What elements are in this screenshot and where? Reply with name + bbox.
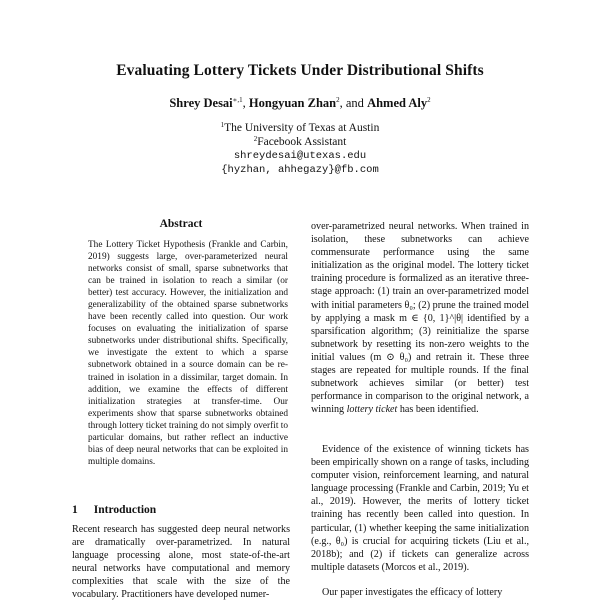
author-email: {hyzhan, ahhegazy}@fb.com [221,164,379,176]
author-name: Shrey Desai [169,96,233,110]
affiliation-mark: 2 [253,135,258,143]
emphasis-text: lottery ticket [346,404,398,416]
author-affiliation-mark: 2 [427,96,431,104]
author-separator: , [242,96,249,110]
intro-paragraph: Recent research has suggested deep neural networks are dramatically over-parametrized. In natural language processing alone, most state-of-the-art neural networks have computational and memory complexities that scale with the size of the vocabulary. Practitioners have developed numer- [72,524,290,601]
abstract-body: The Lottery Ticket Hypothesis (Frankle and Carbin, 2019) suggests large, over-parameterized neural networks consist of small, sparse subnetworks that can be trained in isolation to reach a similar (or better) test accuracy. However, the initialization and generalizability of the obtained sparse subnetworks have been recently called into question. Our work focuses on evaluating the initialization of sparse subnetworks under distributional shifts. Specifically, we investigate the extent to which a sparse subnetwork obtained in a source domain can be re-trained in isolation in a dissimilar, target domain. In addition, we examine the effects of different initialization strategies at transfer-time. Our experiments show that sparse subnetworks obtained through lottery ticket training do not simply overfit to particular domains, but rather reflect an inductive bias of deep neural networks that can be exploited in multiple domains. [88,240,288,467]
body-paragraph [311,220,529,416]
affiliation-mark: 1 [220,121,225,129]
affiliation-text: Facebook Assistant [257,136,347,148]
affiliation [0,135,600,148]
section-heading [72,504,172,516]
author-name: Hongyuan Zhan [248,96,337,110]
author-line [0,96,600,111]
body-paragraph: Our paper investigates the efficacy of lottery [322,587,503,598]
affiliation [0,121,600,134]
body-paragraph: Evidence of the existence of winning tickets has been empirically shown on a range of tasks, including computer vision, reinforcement learning, and natural language processing (Frankle and Carbin, 2019; Yu et al., 2019). However, the merits of lottery ticket training has recently been called into question. In particular, (1) whether keeping the same initialization (e.g., θ₀) is crucial for acquiring tickets (Liu et al., 2018b); and (2) if tickets can generalize across multiple datasets (Morcos et al., 2019). [311,444,529,573]
paper-title: Evaluating Lottery Tickets Under Distributional Shifts [116,62,484,79]
author-name: Ahmed Aly [367,96,428,110]
section-title: Introduction [93,504,157,516]
paragraph-text: has been identified. [397,404,479,416]
author-separator: , and [339,96,368,110]
abstract-heading: Abstract [159,218,203,230]
affiliation-text: The University of Texas at Austin [224,122,380,134]
author-affiliation-mark: ∗,1 [232,96,243,104]
author-affiliation-mark: 2 [336,96,340,104]
paragraph-text: over-parametrized neural networks. When trained in isolation, these subnetworks can achieve commensurate performance using the same initialization as the original model. The lottery ticket training procedure is formalized as an iterative three-stage approach: (1) train an over-parametrized model with initial parameters θ₀; (2) prune the trained model by applying a mask m ∈ {0, 1}^|θ| identified by a sparsification algorithm; (3) reinitialize the sparse subnetwork by resetting its non-zero weights to the initial values (m ⊙ θ₀) and retrain it. These three stages are repeated for multiple rounds. If the final subnetwork achieves similar (or better) test performance in comparison to the original network, a winning [311,221,529,416]
author-email: shreydesai@utexas.edu [233,150,367,162]
section-number: 1 [72,504,78,516]
